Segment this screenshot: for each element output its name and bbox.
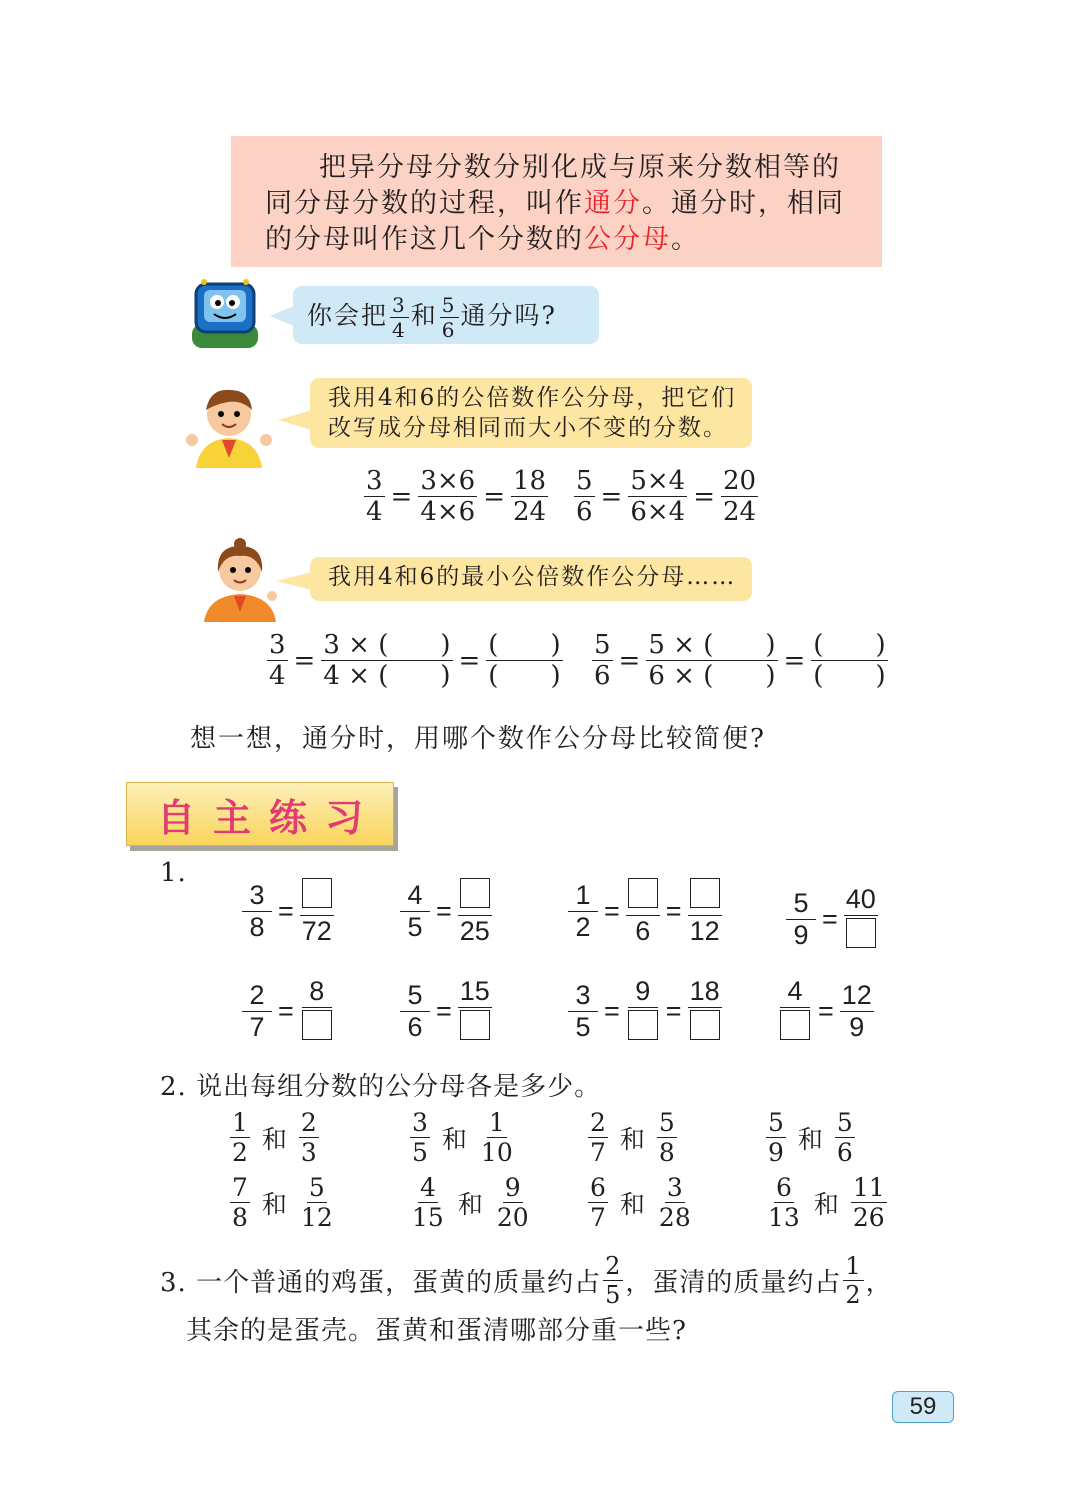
numerator: 12 [841,980,872,1010]
fraction-b [495,1175,531,1230]
numerator: 20 [723,466,757,496]
boy-character-illustration [186,382,272,468]
denominator: 24 [723,497,757,527]
numerator: 4 [419,1173,436,1202]
numerator: 11 [852,1173,885,1202]
ex1-item-8: 4 = $\frac{12}{9}$ [776,978,876,1045]
denominator: 13 [768,1203,800,1232]
denominator: 15 [412,1203,444,1232]
denominator: 6 [635,916,651,946]
ex1-item-7: $\frac{3}{5}$ = 9 = 18 [566,978,724,1045]
fraction-a [588,1110,608,1165]
numerator: 5 [658,1108,675,1137]
robot-text-a: 你会把 [307,301,389,330]
fraction-denominator: 4 [392,318,407,342]
boy-calculation-1: $\frac{3}{4}$ = $\frac{3\times 6}{4\times 6}$ = $\frac{18}{24}$ [366,466,547,527]
ex1-item-6: $\frac{5}{6}$ = 15 [398,978,494,1045]
answer-box[interactable] [690,878,720,908]
numerator: 2 [605,1252,622,1280]
numerator: 5 [836,1108,853,1137]
boy-speech-bubble [310,378,752,448]
fraction-b [299,1110,319,1165]
ex3-text-b: ，蛋清的质量约占 [625,1268,842,1298]
fraction [592,632,613,689]
denominator: 4 [366,497,383,527]
robot-text-b: 和 [410,301,438,330]
fraction-numerator: 5 [441,293,457,317]
fraction [646,632,777,689]
fraction [321,632,452,689]
term-gongfenmu: 公分母 [584,224,671,255]
denominator: 7 [590,1203,606,1232]
denominator: 4 [269,661,286,691]
denominator: 72 [301,916,332,946]
exercise-1-label: 1. [160,858,187,888]
fraction-pair [228,1175,337,1230]
denominator: 2 [575,912,591,942]
fraction-pair [408,1175,533,1230]
numerator: 5 [786,890,816,920]
numerator: 3 [269,630,286,660]
numerator: 4 [400,882,430,912]
denominator: 4 × ( ) [323,661,451,691]
definition-line-3b: 。 [671,224,700,255]
boy-calculation-2: $\frac{5}{6}$ = $\frac{5\times 4}{6\times 4}$ = $\frac{20}{24}$ [576,466,757,527]
ex3-text-c: ， [865,1268,893,1298]
girl-bubble-text: 我用4和6的最小公倍数作公分母…… [328,564,737,590]
numerator: 3 [412,1108,428,1137]
denominator: ( ) [813,661,886,691]
numerator: 5 × ( ) [648,630,776,660]
fraction [574,468,595,525]
numerator: 5×4 [630,466,686,496]
numerator: 2 [242,982,272,1012]
denominator: 5 [412,1138,428,1167]
denominator: 8 [249,912,265,942]
exercise-3-line-1 [160,1254,893,1307]
robot-text-c: 通分吗? [460,301,557,330]
denominator: 2 [232,1138,248,1167]
girl-character-illustration [200,538,280,622]
numerator: 1 [232,1108,248,1137]
exercise-3-line-2: 其余的是蛋壳。蛋黄和蛋清哪部分重一些? [186,1316,687,1346]
fraction-a [410,1110,430,1165]
denominator: 6 × ( ) [648,661,776,691]
fraction-pair [586,1175,695,1230]
numerator: 5 [308,1173,325,1202]
page-number: 59 [892,1391,954,1423]
fraction-b [851,1175,887,1230]
answer-box[interactable] [780,1010,810,1040]
definition-line-2b: 。通分时，相同 [642,188,845,219]
answer-box[interactable] [628,1010,658,1040]
numerator: 18 [689,976,720,1006]
robot-speech-bubble [293,286,599,344]
think-question: 想一想，通分时，用哪个数作公分母比较简便? [190,724,766,754]
denominator: 12 [689,916,720,946]
fraction [628,468,687,525]
denominator: 20 [496,1203,529,1232]
fraction [811,632,887,689]
and-word: 和 [619,1124,645,1154]
numerator: 1 [845,1252,862,1280]
denominator: 10 [480,1138,513,1167]
fraction-pair [764,1175,889,1230]
denominator: 28 [658,1203,691,1232]
ex3-text-a: 3. 一个普通的鸡蛋，蛋黄的质量约占 [160,1268,602,1298]
answer-box[interactable] [302,878,332,908]
numerator: 3 [366,466,383,496]
answer-box[interactable] [302,1010,332,1040]
definition-line-3a: 的分母叫作这几个分数的 [265,224,584,255]
numerator: 6 [590,1173,606,1202]
fraction-2-5 [603,1254,623,1307]
answer-box[interactable] [846,918,876,948]
answer-box[interactable] [690,1010,720,1040]
definition-line-2a: 同分母分数的过程，叫作 [265,188,584,219]
numerator: 3 × ( ) [323,630,451,660]
boy-bubble-tail [278,410,312,430]
fraction [418,468,477,525]
fraction-3-4 [390,295,409,340]
fraction-b [835,1110,855,1165]
robot-bubble-tail [270,306,294,326]
numerator: 2 [300,1108,317,1137]
fraction-a [230,1110,250,1165]
denominator: 2 [845,1281,862,1309]
fraction-b [479,1110,515,1165]
denominator: 25 [459,916,490,946]
and-word: 和 [457,1189,483,1219]
answer-box[interactable] [460,878,490,908]
girl-speech-bubble [310,557,752,601]
girl-calculation-2: $\frac{5}{6}$ = $\frac{5 \times ( )}{6 \times ( )}$ = ( ) ( ) [594,630,886,691]
definition-box [231,136,882,267]
numerator: 3 [242,882,272,912]
numerator: 8 [302,978,332,1008]
numerator: 5 [594,630,611,660]
fraction-a [230,1175,250,1230]
and-word: 和 [619,1189,645,1219]
fraction-pair [764,1110,857,1165]
numerator: 3×6 [420,466,476,496]
fraction-pair [228,1110,321,1165]
term-tongfen: 通分 [584,188,642,219]
denominator: ( ) [488,661,561,691]
numerator: 7 [232,1173,248,1202]
answer-box[interactable] [628,878,658,908]
fraction-b [657,1110,677,1165]
numerator: 5 [576,466,593,496]
denominator: 12 [300,1203,333,1232]
denominator: 24 [513,497,547,527]
denominator: 3 [300,1138,317,1167]
fraction [267,632,288,689]
answer-box[interactable] [460,1010,490,1040]
numerator: 4 [780,978,810,1008]
numerator: 9 [628,978,658,1008]
fraction-a [766,1175,802,1230]
fraction-numerator: 3 [392,293,407,317]
fraction-b [299,1175,335,1230]
practice-section-title: 自主练习 [126,782,394,846]
numerator: 3 [666,1173,683,1202]
fraction-pair [408,1110,517,1165]
denominator: 6 [407,1012,423,1042]
fraction-denominator: 6 [441,318,457,342]
fraction [721,468,758,525]
and-word: 和 [813,1189,839,1219]
fraction-pair [586,1110,679,1165]
denominator: 5 [605,1281,622,1309]
denominator: 6 [594,661,611,691]
numerator: 2 [590,1108,606,1137]
fraction-a [588,1175,608,1230]
numerator: 1 [488,1108,505,1137]
numerator: 6 [775,1173,792,1202]
fraction [364,468,385,525]
and-word: 和 [261,1189,287,1219]
denominator: 9 [849,1012,865,1042]
girl-bubble-tail [276,572,312,590]
denominator: 5 [407,912,423,942]
denominator: 6×4 [630,497,686,527]
definition-line-1: 把异分母分数分别化成与原来分数相等的 [319,152,841,183]
ex1-item-1: $\frac{3}{8}$ = 72 [240,878,336,945]
numerator: 1 [568,882,598,912]
denominator: 4×6 [420,497,476,527]
fraction [511,468,548,525]
denominator: 9 [768,1138,784,1167]
robot-character-illustration [186,278,264,352]
girl-calculation-1: $\frac{3}{4}$ = $\frac{3 \times ( )}{4 \times ( )}$ = ( ) ( ) [269,630,561,691]
denominator: 7 [249,1012,265,1042]
denominator: 5 [575,1012,591,1042]
denominator: 6 [576,497,593,527]
denominator: 8 [232,1203,248,1232]
fraction-a [410,1175,446,1230]
ex1-item-2: $\frac{4}{5}$ = 25 [398,878,494,945]
ex1-item-5: $\frac{2}{7}$ = 8 [240,978,336,1045]
denominator: 9 [793,920,809,950]
denominator: 7 [590,1138,606,1167]
numerator: ( ) [488,630,561,660]
and-word: 和 [441,1124,467,1154]
fraction-1-2 [843,1254,863,1307]
denominator: 6 [836,1138,853,1167]
exercise-2-label: 2. 说出每组分数的公分母各是多少。 [160,1072,602,1102]
fraction-a [766,1110,786,1165]
numerator: 15 [459,976,490,1006]
boy-bubble-line-1: 我用4和6的公倍数作公分母，把它们 [328,385,737,411]
ex1-item-4: $\frac{5}{9}$ = 40 [784,886,880,953]
fraction-5-6 [440,295,459,340]
fraction [486,632,562,689]
denominator: 26 [852,1203,885,1232]
numerator: 5 [400,982,430,1012]
boy-bubble-line-2: 改写成分母相同而大小不变的分数。 [328,415,728,441]
numerator: ( ) [813,630,886,660]
numerator: 40 [845,884,876,914]
numerator: 5 [768,1108,784,1137]
numerator: 3 [568,982,598,1012]
ex1-item-3: $\frac{1}{2}$ = 6 = 12 [566,878,724,945]
and-word: 和 [261,1124,287,1154]
numerator: 9 [504,1173,521,1202]
and-word: 和 [797,1124,823,1154]
denominator: 8 [658,1138,675,1167]
fraction-b [657,1175,693,1230]
numerator: 18 [513,466,547,496]
